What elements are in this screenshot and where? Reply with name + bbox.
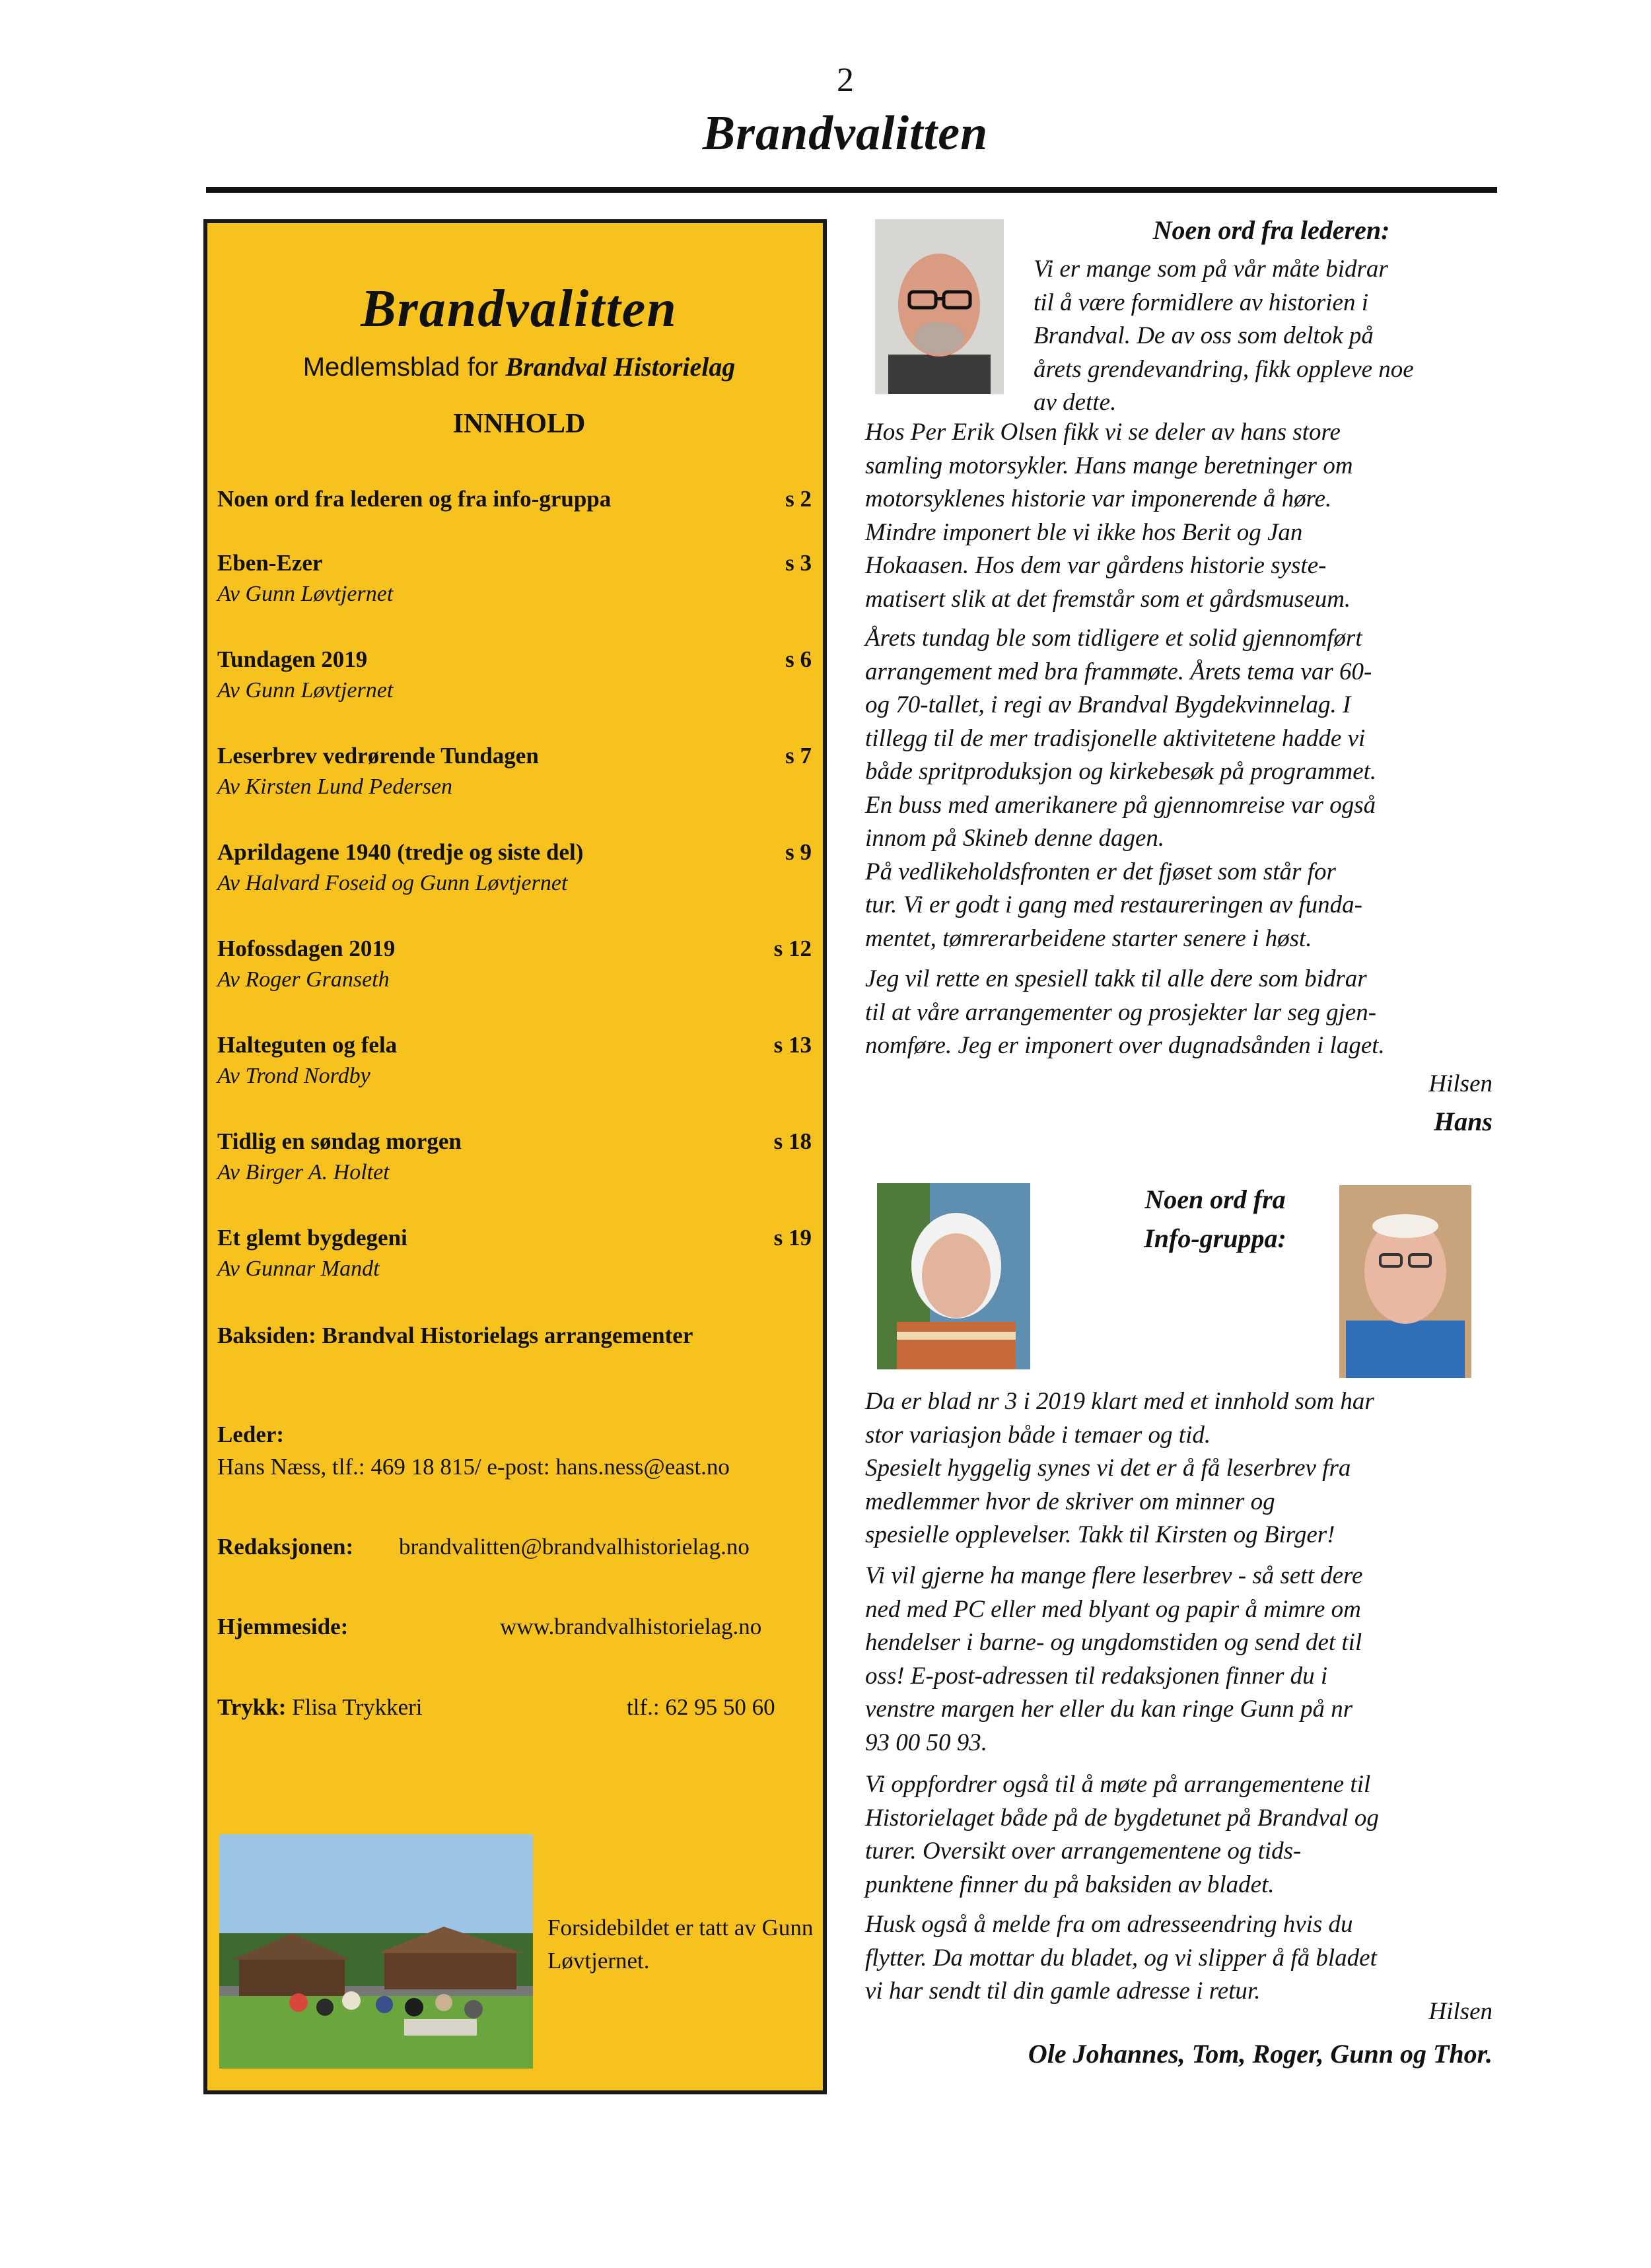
toc-entry	[217, 1225, 812, 1304]
toc-entry-title: Tundagen 2019	[217, 646, 368, 672]
print-label-text: Trykk:	[217, 1694, 287, 1720]
toc-entry	[217, 1032, 812, 1111]
toc-entry-page: s 3	[785, 550, 812, 576]
text-line: ned med PC eller med blyant og papir å mimre om	[865, 1595, 1361, 1623]
text-line: medlemmer hvor de skriver om minner og	[865, 1488, 1275, 1515]
toc-entry	[217, 936, 812, 1015]
text-line: Historielaget både på de bygdetunet på Brandval og	[865, 1804, 1379, 1832]
leader-label: Leder:	[217, 1422, 285, 1447]
toc-entry-page: s 9	[785, 839, 812, 865]
text-line: både spritproduksjon og kirkebesøk på programmet.	[865, 758, 1377, 785]
website-link[interactable]: www.brandvalhistorielag.no	[500, 1614, 762, 1639]
panel-title: Brandvalitten	[361, 280, 678, 338]
text-line: til å være formidlere av historien i	[1034, 289, 1368, 316]
info-letter-paragraph-4	[865, 1908, 1506, 2009]
toc-entry-author: Av Gunn Løvtjernet	[217, 582, 394, 606]
text-line: til at våre arrangementer og prosjekter lar seg gjen-	[865, 998, 1377, 1026]
page-number: 2	[837, 61, 854, 99]
text-line: turer. Oversikt over arrangementene og tids-	[865, 1838, 1302, 1865]
print-company: Flisa Trykkeri	[292, 1694, 423, 1720]
leader-greeting: Hilsen	[1428, 1070, 1493, 1097]
leader-letter-paragraph-2	[865, 622, 1506, 955]
leader-letter-intro	[1034, 253, 1509, 420]
leader-letter-heading: Noen ord fra lederen:	[1152, 215, 1390, 245]
text-line: Spesielt hyggelig synes vi det er å få leserbrev fra	[865, 1455, 1351, 1482]
info-letter-heading-line: Info-gruppa:	[1144, 1223, 1286, 1253]
toc-entry	[217, 743, 812, 822]
toc-entry-author: Av Halvard Foseid og Gunn Løvtjernet	[217, 871, 568, 895]
leader-contact: Hans Næss, tlf.: 469 18 815/ e-post: hans.ness@east.no	[217, 1454, 730, 1480]
toc-entry	[217, 550, 812, 629]
text-line: oss! E-post-adressen til redaksjonen finner du i	[865, 1662, 1328, 1690]
text-line: av dette.	[1034, 389, 1117, 416]
toc-entry-author: Av Gunn Løvtjernet	[217, 678, 394, 703]
text-line: 93 00 50 93.	[865, 1729, 987, 1756]
text-line: En buss med amerikanere på gjennomreise var også	[865, 791, 1376, 819]
text-line: innom på Skineb denne dagen.	[865, 825, 1165, 852]
text-line: På vedlikeholdsfronten er det fjøset som står for	[865, 858, 1336, 885]
info-member-portrait-right-image	[1339, 1185, 1471, 1378]
text-line: samling motorsykler. Hans mange beretninger om	[865, 452, 1353, 479]
toc-entry-page: s 18	[773, 1128, 812, 1154]
toc-entry-page: s 7	[785, 743, 812, 769]
text-line: nomføre. Jeg er imponert over dugnadsånden i laget.	[865, 1032, 1385, 1059]
toc-entry-page: s 13	[773, 1032, 812, 1058]
toc-entry-author: Av Gunnar Mandt	[217, 1256, 380, 1281]
text-line: Hos Per Erik Olsen fikk vi se deler av hans store	[865, 419, 1341, 446]
toc-entry	[217, 646, 812, 726]
text-line: Jeg vil rette en spesiell takk til alle dere som bidrar	[865, 965, 1367, 992]
subtitle-prefix: Medlemsblad for	[302, 353, 499, 382]
toc-entry-title: Aprildagene 1940 (tredje og siste del)	[217, 839, 584, 865]
text-line: Husk også å melde fra om adresseendring hvis du	[865, 1911, 1353, 1938]
text-line: Vi vil gjerne ha mange flere leserbrev - så sett dere	[865, 1562, 1363, 1589]
text-line: mentet, tømrerarbeidene starter senere i høst.	[865, 924, 1312, 952]
toc-entry-author: Av Birger A. Holtet	[217, 1160, 390, 1185]
leader-letter-paragraph-1	[865, 416, 1506, 616]
info-letter-heading	[1083, 1184, 1347, 1254]
editorial-label: Redaksjonen:	[217, 1534, 354, 1560]
toc-heading: INNHOLD	[452, 409, 586, 439]
text-line: venstre margen her eller du kan ringe Gunn på nr	[865, 1696, 1353, 1723]
text-line: punktene finner du på baksiden av bladet.	[865, 1871, 1275, 1898]
info-member-portrait-left	[877, 1183, 1030, 1369]
subtitle-org: Brandval Historielag	[505, 352, 736, 382]
toc-entry	[217, 1128, 812, 1208]
text-line: arrangement med bra frammøte. Årets tema var 60-	[865, 658, 1372, 685]
toc-entry-title: Tidlig en søndag morgen	[217, 1128, 462, 1154]
leader-letter-paragraph-3	[865, 963, 1506, 1063]
toc-entry-title: Noen ord fra lederen og fra info-gruppa	[217, 486, 612, 512]
toc-entry-title: Halteguten og fela	[217, 1032, 398, 1058]
text-line: vi har sendt til din gamle adresse i retur.	[865, 1977, 1261, 2005]
toc-entry-title: Eben-Ezer	[217, 550, 323, 576]
text-line: tillegg til de mer tradisjonelle aktivitetene hadde vi	[865, 724, 1366, 752]
header-rule	[206, 187, 1497, 193]
text-line: motorsyklenes historie var imponerende å høre.	[865, 485, 1332, 512]
text-line: Vi oppfordrer også til å møte på arrangementene til	[865, 1771, 1371, 1798]
info-greeting: Hilsen	[1428, 1998, 1493, 2025]
info-member-portrait-left-image	[877, 1183, 1030, 1369]
leader-portrait-image	[875, 219, 1004, 394]
text-line: Mindre imponert ble vi ikke hos Berit og Jan	[865, 518, 1303, 546]
contents-panel	[203, 219, 827, 2094]
website-label: Hjemmeside:	[217, 1614, 349, 1639]
text-line: Da er blad nr 3 i 2019 klart med et innhold som har	[865, 1388, 1374, 1415]
info-letter-paragraph-1	[865, 1385, 1506, 1552]
back-page-note: Baksiden: Brandval Historielags arrangementer	[217, 1323, 693, 1348]
print-phone: tlf.: 62 95 50 60	[627, 1694, 775, 1720]
text-line: Brandval. De av oss som deltok på	[1034, 322, 1374, 349]
info-letter-paragraph-3	[865, 1768, 1506, 1902]
panel-subtitle	[207, 351, 831, 382]
print-label	[217, 1694, 423, 1721]
text-line: Årets tundag ble som tidligere et solid gjennomført	[865, 625, 1362, 652]
text-line: stor variasjon både i temaer og tid.	[865, 1421, 1211, 1449]
text-line: Vi er mange som på vår måte bidrar	[1034, 256, 1388, 283]
toc-entry-author: Av Roger Granseth	[217, 967, 390, 992]
leader-portrait	[875, 219, 1004, 394]
toc-entry-author: Av Trond Nordby	[217, 1064, 370, 1088]
leader-signature: Hans	[1434, 1107, 1493, 1136]
toc-entry-page: s 2	[785, 486, 812, 512]
info-signature: Ole Johannes, Tom, Roger, Gunn og Thor.	[1028, 2039, 1493, 2069]
toc-entry-page: s 12	[773, 936, 812, 961]
text-line: og 70-tallet, i regi av Brandval Bygdekvinnelag. I	[865, 691, 1351, 718]
toc-entry-page: s 19	[773, 1225, 812, 1251]
editorial-email-link[interactable]: brandvalitten@brandvalhistorielag.no	[399, 1534, 750, 1560]
text-line: flytter. Da mottar du bladet, og vi slipper å få bladet	[865, 1944, 1377, 1972]
masthead-title: Brandvalitten	[702, 106, 989, 160]
text-line: matisert slik at det fremstår som et gårdsmuseum.	[865, 585, 1351, 613]
cover-photo	[219, 1834, 533, 2069]
toc-entry	[217, 839, 812, 918]
cover-photo-caption: Forsidebildet er tatt av Gunn Løvtjernet.	[547, 1915, 814, 1974]
text-line: spesielle opplevelser. Takk til Kirsten og Birger!	[865, 1521, 1335, 1548]
info-letter-heading-line: Noen ord fra	[1144, 1185, 1286, 1214]
toc-entry-page: s 6	[785, 646, 812, 672]
text-line: årets grendevandring, fikk oppleve noe	[1034, 355, 1414, 383]
info-letter-paragraph-2	[865, 1560, 1506, 1760]
toc-entry-title: Et glemt bygdegeni	[217, 1225, 407, 1251]
text-line: Hokaasen. Hos dem var gårdens historie syste-	[865, 552, 1327, 579]
text-line: tur. Vi er godt i gang med restaureringen av funda-	[865, 891, 1362, 918]
info-member-portrait-right	[1339, 1185, 1471, 1378]
toc-entry-author: Av Kirsten Lund Pedersen	[217, 774, 453, 799]
toc-entry-title: Hofossdagen 2019	[217, 936, 396, 961]
cover-photo-image	[219, 1834, 533, 2069]
text-line: hendelser i barne- og ungdomstiden og send det til	[865, 1629, 1362, 1656]
toc-entry-title: Leserbrev vedrørende Tundagen	[217, 743, 539, 769]
